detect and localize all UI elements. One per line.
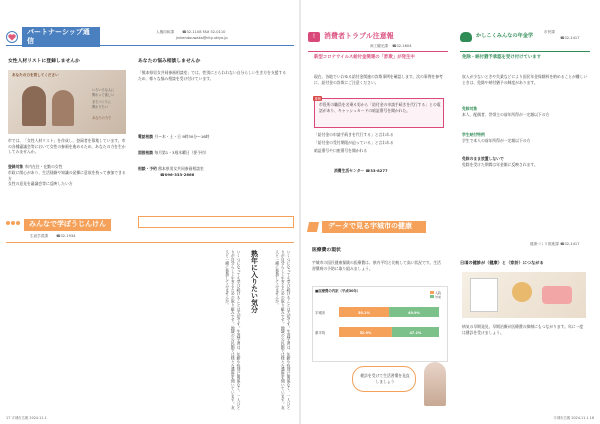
left-footer: 17 宇城市広報 2024.11.1 — [6, 416, 47, 421]
pension-sub2-text: 学生で本人の前年所得が一定額以下の方 — [462, 138, 531, 143]
pension-dept: 市民課 — [544, 30, 555, 34]
pension-sub3: 免除のまま放置しないで — [462, 156, 504, 161]
visit-text: 毎月第1・3週木曜日（要予約） — [154, 150, 209, 155]
photo-caption-main: あなたの力を貸してください — [12, 73, 59, 77]
data-title: データで見る宇城市の健康 — [322, 221, 426, 232]
pension-sub2: 学生納付特例 — [462, 132, 485, 137]
doctor-illustration — [424, 362, 446, 406]
coin-icon — [512, 282, 532, 302]
chart-svg — [313, 299, 449, 361]
heart-hands-icon — [6, 31, 18, 43]
person-silhouette — [22, 86, 46, 126]
photo-caption-1: いろいろな人に — [92, 88, 115, 92]
phone-consult — [138, 134, 288, 140]
right-footer: 宇城市広報 2024.11.1 18 — [553, 416, 594, 421]
warning-icon: ! — [308, 32, 320, 42]
photo-caption-3: まちづくりに — [92, 100, 112, 104]
data-dept: 健康づくり推進課 — [530, 242, 559, 246]
medical-cost-body: 宇城市の国民健康保険の医療費は、県内平均と比較して高い状況です。生活習慣病の予防に取り組みましょう。 — [312, 260, 441, 271]
checkup-heading: 日頃の健診が（健康）と（家計）につながる — [460, 260, 544, 265]
photo-caption-4: 関わりたい — [92, 105, 108, 109]
consumer-dept: 商工観光課 — [370, 44, 388, 48]
divider — [308, 51, 448, 52]
pension-body: 収入が少ないときや失業などにより国民年金保険料を納めることが難しいときは、免除や納付猶予の制度があります。 — [462, 74, 588, 85]
consumer-title: 消費者トラブル注意報 — [324, 32, 394, 41]
phone-text: 月～木・土・日 9時30分～16時 — [154, 134, 210, 139]
photo-caption-2: 関わって欲しい — [92, 93, 115, 97]
visit-label: 面接相談 — [138, 150, 154, 155]
consumer-body: 現在、各地でいわゆる給付金関連の詐欺事例を確認します。次の事例を参考に、給付金の詐欺にご注意ください。 — [314, 74, 443, 85]
women-list-heading: 女性人材リストに登録しませんか — [8, 59, 80, 64]
wellness-header — [6, 218, 136, 232]
consumer-bullet-3: 暗証番号や口座番号を聞かれる — [314, 148, 368, 153]
medical-chart — [312, 286, 448, 362]
consumer-hotline: 消費生活センター ☎33-8277 — [334, 168, 388, 173]
bullet-1: 市政に関心があり、生活経験や知識の発揮に意欲を持って参加できる方 — [8, 170, 126, 181]
divider — [6, 45, 294, 46]
legend-label-outpatient: 外来 — [434, 295, 441, 300]
data-contact: ☎32-1417 — [560, 242, 580, 246]
reg-label: 登録対象 — [8, 164, 24, 169]
chart-legend — [430, 291, 441, 299]
medical-cost-heading: 医療費の現状 — [312, 248, 341, 253]
speech-text: 健診を受けて生活習慣を見直しましょう — [360, 373, 410, 384]
divider — [460, 51, 590, 52]
consumer-contact: ☎32-1604 — [392, 44, 412, 48]
partnership-email: jinkendouwaka@city.ukiyo.jp — [176, 36, 228, 40]
partnership-dept: 人権同和課 — [156, 30, 174, 34]
pension-title: かしこくみんなの年金学 — [476, 33, 534, 40]
consumer-bullet-2: 「給付金の受付期限が迫っている」と言われる — [314, 140, 394, 145]
consult-label: 相談・予約 — [138, 166, 157, 171]
consumer-heading: 新型コロナウイルス給付金関連の「詐欺」が発生中 — [314, 55, 415, 60]
consumer-alert-box — [314, 98, 444, 128]
phone-label: 電話相談 — [138, 134, 154, 139]
person-silhouette — [52, 90, 74, 126]
wellness-dept: 生涯学習課 — [30, 234, 48, 238]
consumer-header — [308, 30, 428, 44]
category-label: 宇城市 — [315, 311, 326, 315]
calculator-photo — [462, 272, 586, 318]
consult-text: 熊本県男女共同参画相談室 — [158, 166, 204, 171]
checkup-body: 病気の早期発見、早期治療が医療費の抑制にもつながります。年に一度は健診を受けましょう。 — [462, 324, 584, 335]
consult-reserve — [138, 166, 288, 172]
divider — [6, 242, 294, 243]
pension-sub1-text: 本人、配偶者、世帯主の前年所得が一定額以下の方 — [462, 112, 550, 117]
wellness-vbody-2: いくつになっても学び続けることは大切です。生涯学習は、年齢や性別に関係なく、一人ひとりが自分らしく生きるための取り組みです。地域の公民館では様々な講座を開いています。友人と一緒に参加してみませんか。 — [275, 250, 292, 410]
reg-target — [8, 164, 126, 170]
partnership-contact: ☎32-1108 FAX 32-0110 — [182, 30, 226, 34]
alert-text: 市役所の職員を名乗る男から「給付金の申請手続きを代行する」との電話があり、キャッシュカードの暗証番号を聞かれた。 — [319, 102, 441, 113]
photo-caption-5: あなたの力で — [92, 116, 112, 120]
pension-sub3-text: 免除を受けた期間は年金額に反映されます。 — [462, 162, 538, 167]
women-photo — [8, 70, 126, 134]
calculator-icon — [470, 278, 498, 312]
pension-contact: ☎32-1417 — [560, 36, 580, 40]
right-page — [300, 0, 600, 424]
bar-value-label: 47.1% — [409, 331, 422, 335]
wallet-icon — [542, 286, 572, 304]
bar-value-label: 49.9% — [408, 311, 420, 315]
piggy-bank-icon — [460, 32, 472, 42]
wellness-title: みんなで学ぼうじんけん — [24, 219, 111, 230]
speech-bubble — [352, 366, 416, 392]
wellness-vtitle: 熟年に入りたい気分 — [250, 250, 259, 313]
consult-phone: ☎096-333-2666 — [160, 172, 195, 177]
chart-icon — [307, 222, 319, 232]
reg-text: 市内在住・在勤の女性 — [24, 164, 63, 169]
people-icon — [6, 221, 20, 229]
alert-badge: 事例 — [314, 96, 321, 101]
counseling-heading: あなたの悩み相談しませんか — [138, 59, 201, 64]
bullet-2: 女性の意見を審議会等に反映したい方 — [8, 181, 73, 186]
partnership-header — [6, 27, 294, 45]
women-list-body: 市では、「女性人材リスト」を作成し、登録者を募集しています。市の各種審議会等において女性の参画を進めるため、あなたの力を生かしてみませんか。 — [8, 138, 126, 154]
visit-consult — [138, 150, 288, 156]
category-label: 県平均 — [315, 331, 326, 335]
chart-title: ■医療費の内訳（平成30年） — [315, 289, 361, 293]
bar-value-label: 50.1% — [358, 311, 370, 315]
pension-sub1: 免除対象 — [462, 106, 478, 111]
bar-value-label: 52.9% — [359, 331, 372, 335]
wellness-vbody: いくつになっても学び続けることは大切です。生涯学習は、年齢や性別に関係なく、一人ひとりが自分らしく生きるための取り組みです。地域の公民館では様々な講座を開いています。友人と一緒に参加してみませんか。 — [225, 250, 242, 410]
pension-heading: 免除・納付猶予承認を受け付けています — [462, 55, 542, 60]
wellness-contact: ☎32-1934 — [56, 234, 76, 238]
partnership-title: パートナーシップ通信 — [22, 27, 100, 48]
consumer-bullet-1: 「給付金の申請手続きを代行する」と言われる — [314, 132, 394, 137]
data-header — [308, 220, 592, 234]
counseling-body: 「熊本県男女共同参画相談室」では、性別にとらわれない自分らしい生き方を支援するため、様々な悩み相談を受け付けています。 — [138, 70, 287, 81]
wellness-notice-box — [138, 216, 294, 228]
legend-label-inpatient: 入院 — [434, 291, 441, 295]
